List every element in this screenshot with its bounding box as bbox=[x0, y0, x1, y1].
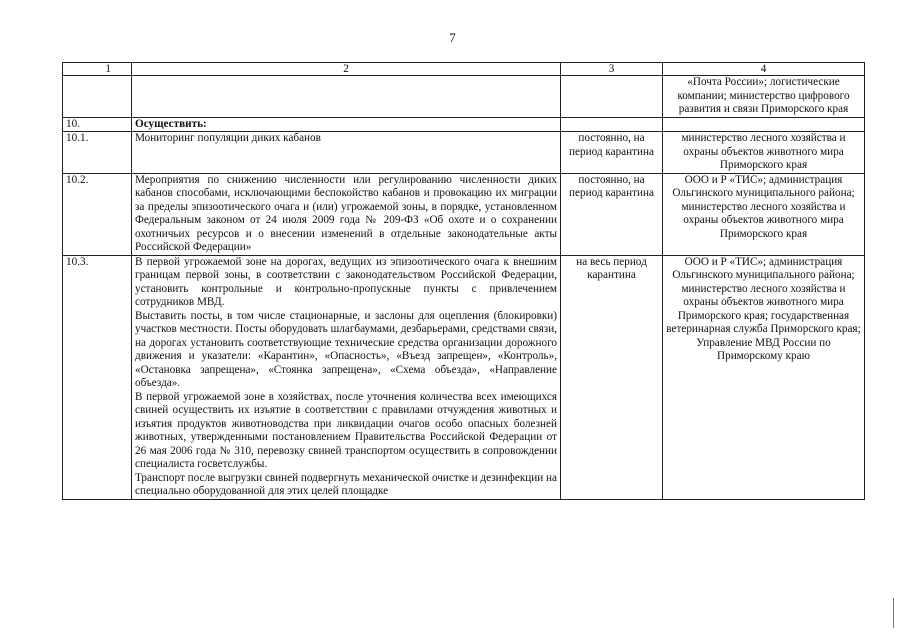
table-row bbox=[63, 255, 865, 499]
table-row bbox=[63, 173, 865, 255]
table-row bbox=[63, 132, 865, 174]
row-text bbox=[132, 76, 561, 118]
row-paragraph: Мероприятия по снижению численности или регулированию численности диких кабанов способами, исключающими беспокойство кабанов и провокацию их миграции за пределы эпизоотического очага и (или) угрожаемой зоны, в порядке, установленном Федеральным законом от 24 июля 2009 года № 209-ФЗ «Об охоте и о сохранении охотничьих ресурсов и о внесении изменений в отдельные законодательные акты Российской Федерации» bbox=[135, 173, 557, 253]
section-title: Осуществить: bbox=[132, 117, 561, 132]
row-period: постоянно, на период карантина bbox=[561, 132, 663, 174]
row-responsible bbox=[663, 117, 865, 132]
row-period: на весь период карантина bbox=[561, 255, 663, 499]
column-number-2: 2 bbox=[132, 63, 561, 76]
measures-table bbox=[62, 62, 865, 500]
column-number-1: 1 bbox=[63, 63, 132, 76]
scan-edge-line bbox=[893, 598, 894, 628]
page-number: 7 bbox=[449, 30, 456, 45]
column-number-3: 3 bbox=[561, 63, 663, 76]
row-responsible: ООО и Р «ТИС»; администрация Ольгинского муниципального района; министерство лесного хозяйства и охраны объектов животного мира Приморского края; государственная ветеринарная служба Приморского края; Управление МВД России по Приморскому краю bbox=[663, 255, 865, 499]
row-period bbox=[561, 117, 663, 132]
row-responsible: «Почта России»; логистические компании; министерство цифрового развития и связи Приморского края bbox=[663, 76, 865, 118]
column-number-4: 4 bbox=[663, 63, 865, 76]
row-period: постоянно, на период карантина bbox=[561, 173, 663, 255]
row-paragraph: В первой угрожаемой зоне в хозяйствах, после уточнения количества всех имеющихся свиней осуществить их изъятие в соответствии с правилами отчуждения животных и изъятия продуктов животноводства при ликвидации очагов особо опасных болезней животных, утвержденными постановлением Правительства Российской Федерации от 26 мая 2006 года № 310, перевозку свиней транспортом осуществить в сопровождении специалиста госветслужбы. bbox=[135, 390, 557, 470]
row-number bbox=[63, 76, 132, 118]
row-paragraph: В первой угрожаемой зоне на дорогах, ведущих из эпизоотического очага к внешним границам первой зоны, в соответствии с законодательством Российской Федерации, установить контрольные и контрольно-пропускные пункты с привлечением сотрудников МВД. bbox=[135, 255, 557, 308]
row-paragraph: Выставить посты, в том числе стационарные, и заслоны для оцепления (блокировки) участков местности. Посты оборудовать шлагбаумами, дезбарьерами, средствами связи, на дорогах установить соответствующие технические средства организации дорожного движения и указатели: «Карантин», «Опасность», «Въезд запрещен», «Контроль», «Остановка запрещена», «Стоянка запрещена», «Схема объезда», «Направление объезда». bbox=[135, 309, 557, 389]
row-responsible: ООО и Р «ТИС»; администрация Ольгинского муниципального района; министерство лесного хозяйства и охраны объектов животного мира Приморского края bbox=[663, 173, 865, 255]
table-row bbox=[63, 117, 865, 132]
row-number: 10. bbox=[63, 117, 132, 132]
row-paragraph: Мониторинг популяции диких кабанов bbox=[135, 132, 321, 144]
row-period bbox=[561, 76, 663, 118]
row-responsible: министерство лесного хозяйства и охраны объектов животного мира Приморского края bbox=[663, 132, 865, 174]
row-number: 10.1. bbox=[63, 132, 132, 174]
table-header-row bbox=[63, 63, 865, 76]
row-text bbox=[132, 132, 561, 174]
row-number: 10.3. bbox=[63, 255, 132, 499]
row-paragraph: Транспорт после выгрузки свиней подвергнуть механической очистке и дезинфекции на специально оборудованной для этих целей площадке bbox=[135, 471, 557, 497]
table-row bbox=[63, 76, 865, 118]
row-number: 10.2. bbox=[63, 173, 132, 255]
row-text bbox=[132, 255, 561, 499]
row-text bbox=[132, 173, 561, 255]
